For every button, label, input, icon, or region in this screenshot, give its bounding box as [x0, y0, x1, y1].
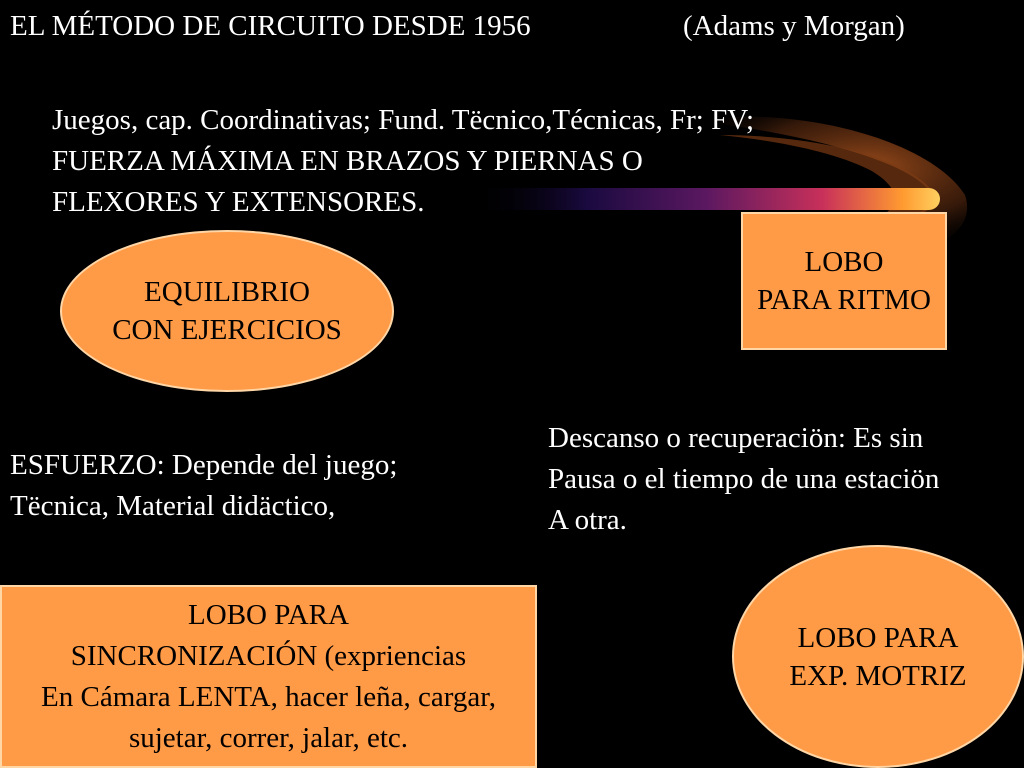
slide-authors: (Adams y Morgan): [683, 10, 905, 42]
descanso-line: A otra.: [548, 504, 627, 536]
ritmo-box: [741, 212, 947, 350]
sincronizacion-line: sujetar, correr, jalar, etc.: [128, 721, 409, 754]
sincronizacion-box: [0, 585, 537, 768]
motriz-line: LOBO PARA: [797, 621, 959, 654]
descanso-line: Descanso o recuperaciön: Es sin: [548, 422, 924, 454]
intro-line: Juegos, cap. Coordinativas; Fund. Tëcnico,Técnicas, Fr; FV;: [52, 104, 755, 136]
motriz-ellipse: [732, 545, 1024, 768]
motriz-line: EXP. MOTRIZ: [789, 659, 967, 692]
equilibrio-line: CON EJERCICIOS: [112, 314, 342, 346]
sincronizacion-line: LOBO PARA: [188, 598, 349, 631]
esfuerzo-line: ESFUERZO: Depende del juego;: [10, 449, 398, 481]
intro-line: FUERZA MÁXIMA EN BRAZOS Y PIERNAS O: [52, 145, 643, 177]
esfuerzo-text: [10, 445, 397, 527]
descanso-line: Pausa o el tiempo de una estaciön: [548, 463, 940, 495]
equilibrio-line: EQUILIBRIO: [144, 276, 310, 308]
sincronizacion-line: En Cámara LENTA, hacer leña, cargar,: [41, 680, 496, 713]
equilibrio-ellipse: [60, 230, 394, 392]
sincronizacion-line: SINCRONIZACIÓN (expriencias: [70, 639, 467, 672]
intro-line: FLEXORES Y EXTENSORES.: [52, 186, 425, 218]
ritmo-line: PARA RITMO: [757, 284, 931, 316]
ritmo-line: LOBO: [804, 246, 884, 278]
descanso-text: [548, 418, 939, 541]
intro-text: [52, 100, 912, 223]
slide-title: EL MÉTODO DE CIRCUITO DESDE 1956: [10, 10, 531, 42]
esfuerzo-line: Tëcnica, Material didäctico,: [10, 490, 336, 522]
